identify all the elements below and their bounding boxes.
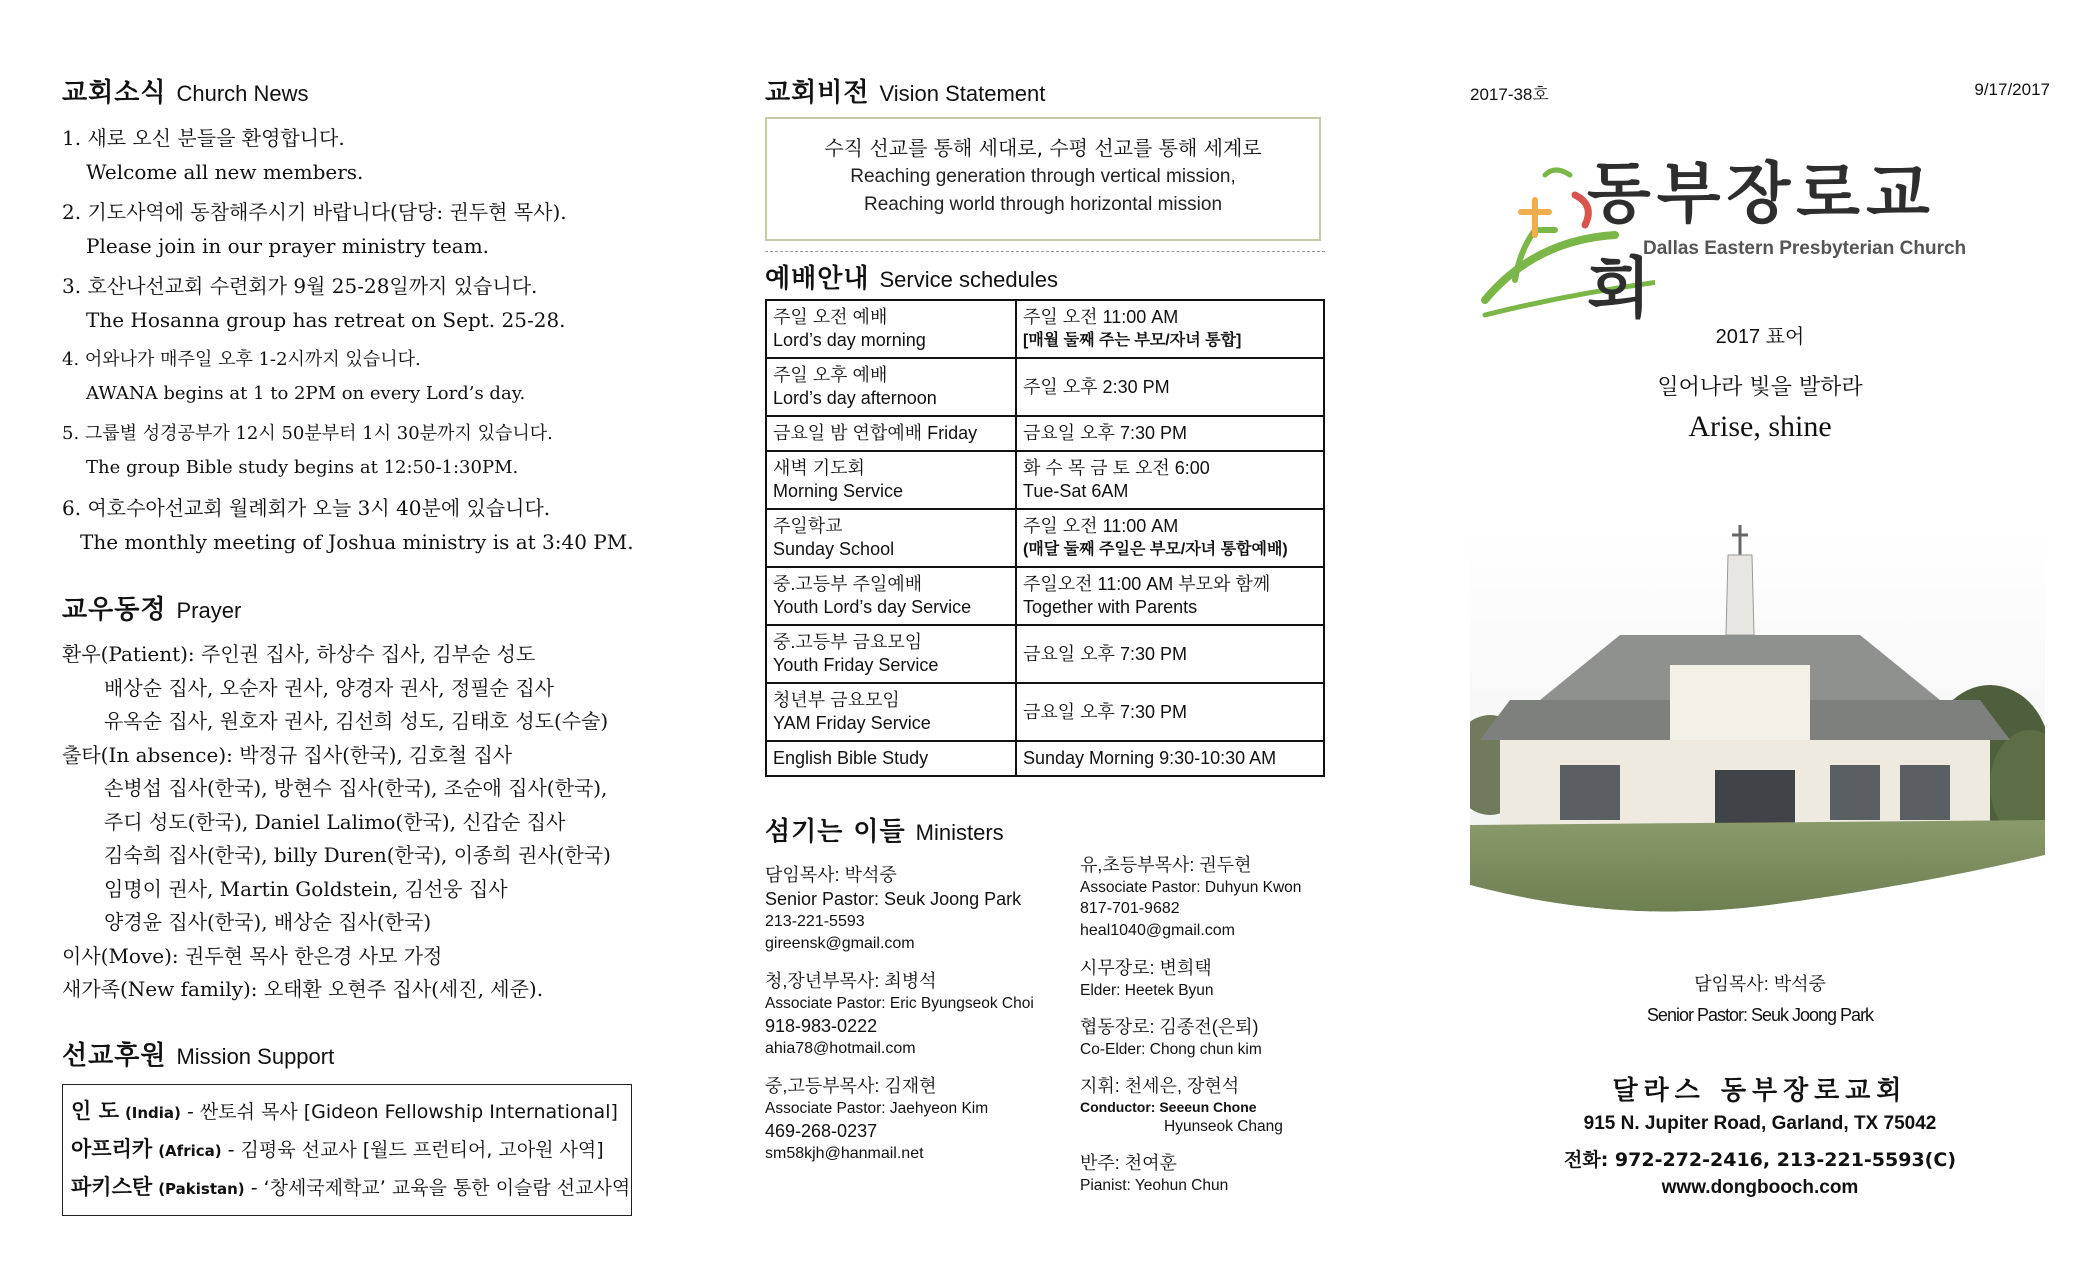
minister-name-en: Elder: Heetek Byun: [1080, 982, 1214, 999]
prayer-line: 유옥순 집사, 원호자 권사, 김선희 성도, 김태호 성도(수술): [104, 709, 609, 733]
service-name: English Bible Study: [773, 748, 929, 768]
mission-country: 파키스탄: [71, 1174, 153, 1199]
prayer-title-en: Prayer: [176, 598, 242, 623]
mission-country-en: (Pakistan): [158, 1179, 245, 1198]
table-row: [766, 300, 1324, 358]
minister-phone: 213-221-5593: [765, 913, 865, 930]
cover-website-link[interactable]: www.dongbooch.com: [1661, 1177, 1859, 1198]
service-name: 주일 오후 예배: [773, 365, 888, 385]
prayer-line: 손병섭 집사(한국), 방현수 집사(한국), 조순애 집사(한국),: [104, 776, 608, 800]
minister-phone: 918-983-0222: [765, 1016, 878, 1036]
prayer-line: 출타(In absence): 박정규 집사(한국), 김호철 집사: [62, 742, 513, 767]
motto-year: 2017 표어: [1715, 326, 1805, 348]
minister-name-en: Senior Pastor: Seuk Joong Park: [765, 889, 1022, 909]
news-item-en: The Hosanna group has retreat on Sept. 25-28.: [86, 308, 566, 332]
service-time: 화 수 목 금 토 오전 6:00: [1023, 458, 1210, 478]
news-item: [62, 343, 642, 411]
table-row: [766, 567, 1324, 625]
minister-name-ko: 시무장로: 변희택: [1080, 958, 1212, 978]
service-heading: [765, 251, 1325, 295]
ministers-title-ko: 섬기는 이들: [765, 817, 906, 847]
issue-date: 9/17/2017: [1974, 80, 2050, 99]
service-name: 중.고등부 주일예배: [773, 574, 923, 594]
minister-name-en-2: Hyunseok Chang: [1164, 1118, 1283, 1135]
minister-name-en: Conductor: Seeeun Chone: [1080, 1099, 1257, 1115]
service-title-en: Service schedules: [879, 267, 1059, 292]
minister-entry: [1080, 1015, 1390, 1060]
minister-name-ko: 청,장년부목사: 최병석: [765, 971, 937, 991]
news-item-en: Welcome all new members.: [86, 160, 364, 184]
minister-entry: [765, 969, 1075, 1060]
table-row: [766, 509, 1324, 567]
prayer-line: 양경윤 집사(한국), 배상순 집사(한국): [104, 910, 432, 934]
prayer-line: 임명이 권사, Martin Goldstein, 김선웅 집사: [104, 876, 508, 901]
service-name-cell: [766, 416, 1016, 451]
service-name-en: Lord’s day afternoon: [773, 388, 937, 408]
minister-name-ko: 중,고등부목사: 김재현: [765, 1076, 937, 1096]
service-name-en: Youth Lord’s day Service: [773, 597, 972, 617]
service-name: 청년부 금요모임: [773, 690, 900, 710]
minister-entry: [765, 863, 1075, 955]
cover-address: 915 N. Jupiter Road, Garland, TX 75042: [1583, 1113, 1937, 1134]
service-time: Sunday Morning 9:30-10:30 AM: [1023, 748, 1277, 768]
news-item-ko: 2. 기도사역에 동참해주시기 바랍니다(담당: 권두현 목사).: [62, 200, 567, 224]
table-row: [766, 451, 1324, 509]
prayer-line: 환우(Patient): 주인권 집사, 하상수 집사, 김부순 성도: [62, 642, 536, 666]
service-note: (매달 둘째 주일은 부모/자녀 통합예배): [1023, 541, 1288, 558]
service-name-cell: [766, 451, 1016, 509]
service-name-cell: [766, 300, 1016, 358]
mission-row: [71, 1131, 623, 1169]
motto-ko: 일어나라 빛을 발하라: [1657, 375, 1863, 400]
news-item: [62, 491, 642, 559]
service-name: 중.고등부 금요모임: [773, 632, 923, 652]
ministers-heading: [765, 811, 1325, 848]
service-note: [매월 둘째 주는 부모/자녀 통합]: [1023, 332, 1242, 349]
table-row: [766, 625, 1324, 683]
service-time: 금요일 오후 7:30 PM: [1023, 423, 1187, 443]
left-panel: [62, 72, 642, 1216]
minister-phone: 469-268-0237: [765, 1121, 878, 1141]
service-time-cell: [1016, 741, 1324, 776]
vision-en-1: Reaching generation through vertical mission,: [850, 166, 1236, 187]
news-item-ko: 1. 새로 오신 분들을 환영합니다.: [62, 126, 345, 150]
service-time-cell: [1016, 358, 1324, 416]
vision-heading: [765, 72, 1325, 109]
mission-section: [62, 1035, 642, 1216]
service-name: 주일학교: [773, 516, 843, 536]
service-time-cell: [1016, 451, 1324, 509]
mission-country: 아프리카: [71, 1136, 153, 1161]
church-news-list: [62, 121, 642, 559]
minister-name-ko: 반주: 천여훈: [1080, 1153, 1177, 1173]
minister-entry: [765, 1074, 1075, 1165]
minister-email: heal1040@gmail.com: [1080, 922, 1235, 939]
logo-text-en: Dallas Eastern Presbyterian Church: [1643, 238, 1967, 259]
service-time-cell: [1016, 300, 1324, 358]
minister-entry: [1080, 956, 1390, 1001]
mission-box: [62, 1084, 632, 1216]
vision-title-en: Vision Statement: [879, 81, 1046, 106]
prayer-section: [62, 589, 642, 1007]
service-name: 새벽 기도회: [773, 458, 865, 478]
service-time-cell: [1016, 683, 1324, 741]
service-note: Tue-Sat 6AM: [1023, 481, 1129, 501]
church-news-title-ko: 교회소식: [62, 78, 167, 108]
news-item-ko: 3. 호산나선교회 수련회가 9월 25-28일까지 있습니다.: [62, 274, 538, 298]
service-time-cell: [1016, 567, 1324, 625]
minister-name-en: Associate Pastor: Jaehyeon Kim: [765, 1100, 989, 1117]
prayer-list: [62, 638, 642, 1007]
service-name-en: Sunday School: [773, 539, 895, 559]
minister-name-ko: 담임목사: 박석중: [765, 865, 897, 885]
mission-detail: - 싼토쉬 목사 [Gideon Fellowship International]: [186, 1100, 618, 1123]
table-row: [766, 358, 1324, 416]
news-item-en: AWANA begins at 1 to 2PM on every Lord’s day.: [86, 383, 526, 404]
service-time-cell: [1016, 625, 1324, 683]
news-item-en: Please join in our prayer ministry team.: [86, 234, 490, 258]
minister-name-en: Associate Pastor: Duhyun Kwon: [1080, 879, 1302, 896]
ministers-title-en: Ministers: [915, 820, 1004, 845]
cover-pastor-en: Senior Pastor: Seuk Joong Park: [1646, 1005, 1874, 1025]
minister-name-en: Associate Pastor: Eric Byungseok Choi: [765, 995, 1034, 1012]
mission-country: 인 도: [71, 1098, 119, 1123]
mission-country-en: (India): [124, 1103, 181, 1122]
service-time-cell: [1016, 416, 1324, 451]
minister-phone: 817-701-9682: [1080, 900, 1180, 917]
service-table: [765, 299, 1325, 777]
mission-detail: - 김평육 선교사 [월드 프런티어, 고아원 사역]: [227, 1138, 604, 1161]
minister-email: ahia78@hotmail.com: [765, 1040, 916, 1057]
issue-number: 2017-38호: [1470, 85, 1549, 104]
news-item-ko: 6. 여호수아선교회 월례회가 오늘 3시 40분에 있습니다.: [62, 496, 551, 520]
ministers-section: [765, 811, 1325, 1211]
cover-church-name: 달라스 동부장로교회: [1612, 1076, 1908, 1106]
minister-email: sm58kjh@hanmail.net: [765, 1145, 924, 1162]
vision-title-ko: 교회비전: [765, 78, 870, 108]
prayer-title-ko: 교우동정: [62, 595, 167, 625]
service-time: 주일 오후 2:30 PM: [1023, 376, 1170, 397]
service-note: Together with Parents: [1023, 597, 1198, 617]
minister-name-en: Co-Elder: Chong chun kim: [1080, 1041, 1262, 1058]
table-row: [766, 416, 1324, 451]
service-name-cell: [766, 683, 1016, 741]
news-item: [62, 195, 642, 263]
news-item-ko: 5. 그룹별 성경공부가 12시 50분부터 1시 30분까지 있습니다.: [62, 423, 553, 444]
table-row: [766, 683, 1324, 741]
news-item: [62, 269, 642, 337]
ministers-left-column: [765, 863, 1075, 1179]
service-name-cell: [766, 358, 1016, 416]
minister-entry: [1080, 1074, 1390, 1137]
service-time: 주일오전 11:00 AM 부모와 함께: [1023, 574, 1271, 594]
news-item-en: The group Bible study begins at 12:50-1:30PM.: [86, 457, 519, 478]
mission-row: [71, 1169, 631, 1207]
cover-pastor-ko: 담임목사: 박석중: [1694, 974, 1826, 994]
middle-panel: [765, 72, 1325, 1211]
ministers-right-column: [1080, 853, 1390, 1210]
prayer-heading: [62, 589, 642, 626]
service-name-cell: [766, 625, 1016, 683]
news-item-ko: 4. 어와나가 매주일 오후 1-2시까지 있습니다.: [62, 349, 421, 370]
news-item-en: The monthly meeting of Joshua ministry is at 3:40 PM.: [80, 530, 634, 554]
minister-name-en: Pianist: Yeohun Chun: [1080, 1177, 1229, 1194]
prayer-line: 새가족(New family): 오태환 오현주 집사(세진, 세준).: [62, 977, 544, 1001]
minister-name-ko: 협동장로: 김종전(은퇴): [1080, 1017, 1259, 1037]
church-logo: [1475, 140, 1975, 340]
news-item: [62, 121, 642, 189]
minister-email: gireensk@gmail.com: [765, 935, 915, 952]
mission-detail: - ‘창세국제학교’ 교육을 통한 이슬람 선교사역: [250, 1176, 631, 1199]
prayer-line: 배상순 집사, 오순자 권사, 양경자 권사, 정필순 집사: [104, 675, 554, 700]
minister-entry: [1080, 1151, 1390, 1196]
motto-en: Arise, shine: [1688, 410, 1832, 443]
prayer-line: 이사(Move): 권두현 목사 한은경 사모 가정: [62, 943, 443, 968]
vision-ko: 수직 선교를 통해 세대로, 수평 선교를 통해 세계로: [824, 136, 1262, 160]
mission-country-en: (Africa): [158, 1141, 222, 1160]
mission-heading: [62, 1035, 642, 1072]
service-time: 주일 오전 11:00 AM: [1023, 516, 1179, 536]
service-name-cell: [766, 567, 1016, 625]
service-name-cell: [766, 509, 1016, 567]
service-name: 주일 오전 예배: [773, 307, 888, 327]
vision-box: [765, 117, 1321, 241]
mission-title-ko: 선교후원: [62, 1040, 167, 1071]
prayer-line: 김숙희 집사(한국), billy Duren(한국), 이종희 권사(한국): [104, 843, 611, 867]
church-news-heading: [62, 72, 642, 109]
prayer-line: 주디 성도(한국), Daniel Lalimo(한국), 신갑순 집사: [104, 809, 566, 834]
church-building-image: [1470, 525, 2045, 920]
service-time-cell: [1016, 509, 1324, 567]
service-time: 금요일 오후 7:30 PM: [1023, 701, 1187, 722]
service-title-ko: 예배안내: [765, 264, 870, 294]
logo-text-ko: 동부장로교회: [1587, 155, 1936, 327]
vision-en-2: Reaching world through horizontal mission: [863, 194, 1223, 215]
news-item: [62, 417, 642, 485]
service-name-cell: [766, 741, 1016, 776]
minister-name-ko: 유,초등부목사: 권두현: [1080, 855, 1252, 875]
service-name: 금요일 밤 연합예배 Friday: [773, 423, 978, 443]
church-news-title-en: Church News: [176, 81, 309, 106]
service-time: 금요일 오후 7:30 PM: [1023, 643, 1187, 664]
minister-entry: [1080, 853, 1390, 942]
mission-title-en: Mission Support: [176, 1043, 335, 1069]
service-name-en: Morning Service: [773, 481, 904, 501]
mission-row: [71, 1093, 623, 1131]
minister-name-ko: 지휘: 천세은, 장현석: [1080, 1076, 1240, 1096]
service-name-en: Youth Friday Service: [773, 655, 939, 675]
service-name-en: YAM Friday Service: [773, 713, 931, 733]
cover-phone: 전화: 972-272-2416, 213-221-5593(C): [1563, 1149, 1956, 1171]
service-name-en: Lord’s day morning: [773, 330, 926, 350]
service-time: 주일 오전 11:00 AM: [1023, 307, 1179, 327]
table-row: [766, 741, 1324, 776]
